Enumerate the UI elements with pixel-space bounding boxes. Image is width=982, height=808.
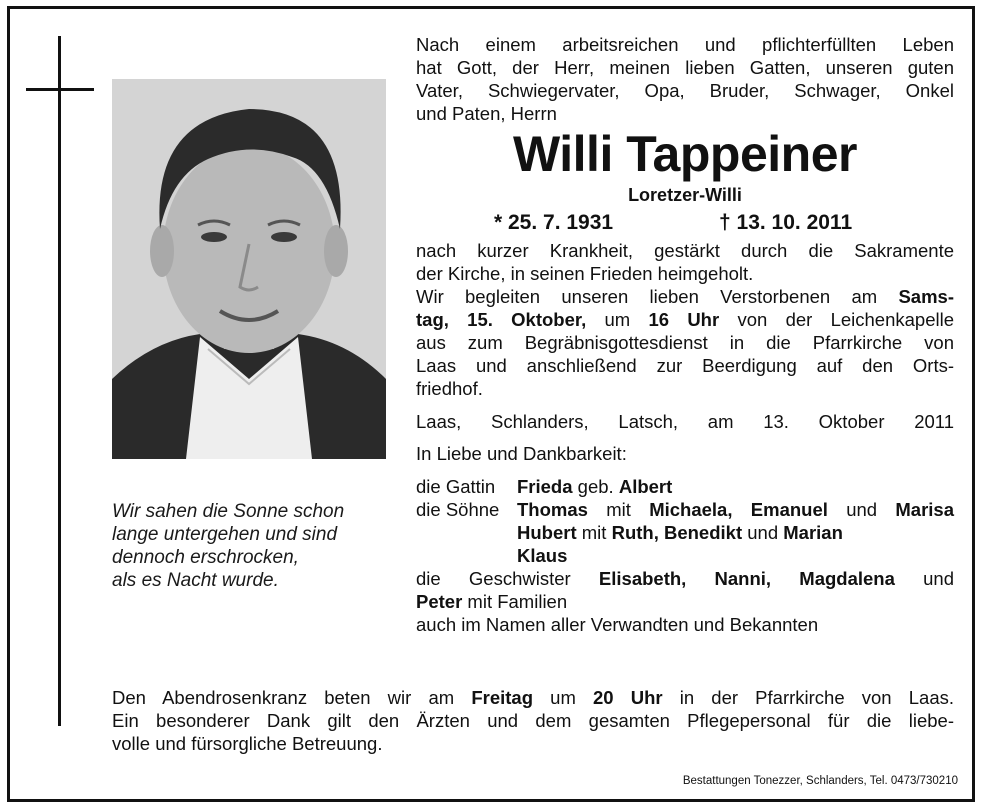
funeral-line: tag, 15. Oktober, um 16 Uhr von der Leichenkapelle [416, 309, 955, 330]
deceased-name: Willi Tappeiner [513, 126, 857, 182]
place-date: Laas, Schlanders, Latsch, am 13. Oktober 2011 [416, 411, 954, 432]
quote-line: dennoch erschrocken, [112, 547, 299, 568]
love-line: In Liebe und Dankbarkeit: [416, 443, 627, 464]
funeral-line: aus zum Begräbnisgottesdienst in die Pfarrkirche von [416, 332, 954, 353]
quote-line: als es Nacht wurde. [112, 570, 279, 591]
rosary-line: Den Abendrosenkranz beten wir am Freitag um 20 Uhr in der Pfarrkirche von Laas. [112, 687, 955, 708]
family-siblings: die Geschwister Elisabeth, Nanni, Magdalena und [416, 568, 954, 589]
family-wife: die Gattin Frieda geb. Albert [416, 476, 673, 497]
obituary-text [416, 33, 954, 636]
life-dates [416, 207, 954, 239]
quote-line: Wir sahen die Sonne schon [112, 501, 345, 522]
intro-line: Vater, Schwiegervater, Opa, Bruder, Schwager, Onkel [416, 80, 954, 101]
family-relatives: auch im Namen aller Verwandten und Bekannten [416, 614, 819, 635]
funeral-home-credit: Bestattungen Tonezzer, Schlanders, Tel. 0473/730210 [682, 775, 958, 787]
rosary-notice [112, 686, 954, 755]
cross-icon [58, 36, 61, 726]
after-line: der Kirche, in seinen Frieden heimgeholt. [416, 263, 754, 284]
quote [112, 500, 402, 592]
intro-line: hat Gott, der Herr, meinen lieben Gatten, unseren guten [416, 57, 954, 78]
funeral-line: friedhof. [416, 378, 483, 399]
after-line: nach kurzer Krankheit, gestärkt durch die Sakramente [416, 240, 954, 261]
thanks-line: volle und fürsorgliche Betreuung. [112, 733, 383, 754]
birth-date: * 25. 7. 1931 [494, 211, 614, 234]
cross-icon-bar [26, 88, 94, 91]
portrait-photo [112, 79, 386, 459]
intro-line: Nach einem arbeitsreichen und pflichterfüllten Leben [416, 34, 954, 55]
family-son-2: Hubert mit Ruth, Benedikt und Marian [517, 522, 843, 543]
family-list [416, 475, 954, 636]
funeral-line: Wir begleiten unseren lieben Verstorbenen am Sams- [416, 286, 954, 307]
nickname: Loretzer-Willi [628, 185, 742, 205]
thanks-line: Ein besonderer Dank gilt den Ärzten und dem gesamten Pflegepersonal für die liebe- [112, 710, 954, 731]
family-sons: die Söhne Thomas mit Michaela, Emanuel und Marisa [416, 499, 954, 520]
death-date: † 13. 10. 2011 [719, 211, 853, 234]
quote-line: lange untergehen und sind [112, 524, 338, 545]
family-son-3: Klaus [517, 545, 568, 566]
intro-line: und Paten, Herrn [416, 103, 557, 124]
family-siblings-2: Peter mit Familien [416, 591, 568, 612]
funeral-line: Laas und anschließend zur Beerdigung auf den Orts- [416, 355, 954, 376]
